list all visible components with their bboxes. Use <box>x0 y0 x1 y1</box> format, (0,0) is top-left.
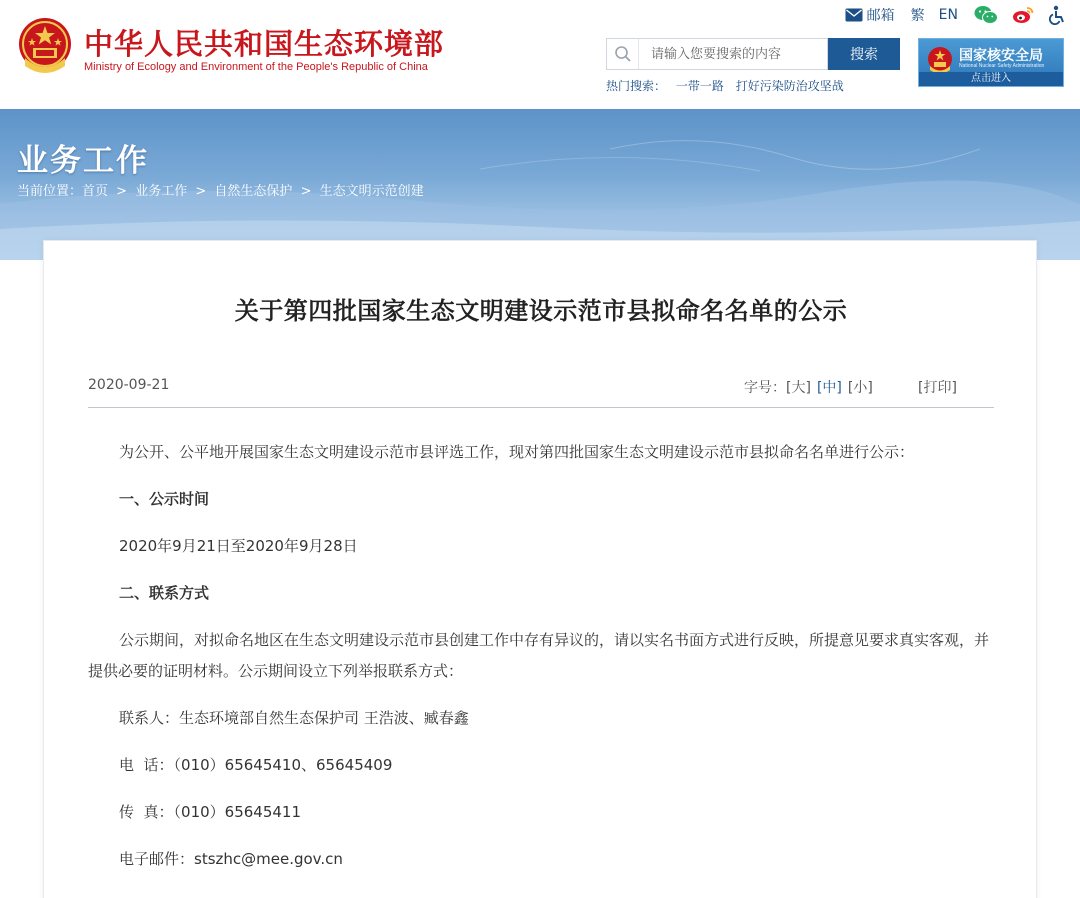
breadcrumb-item-business[interactable]: 业务工作 <box>135 184 188 199</box>
article-card <box>43 240 1037 898</box>
paragraph-intro: 为公开、公平地开展国家生态文明建设示范市县评选工作，现对第四批国家生态文明建设示范市县拟命名名单进行公示： <box>119 443 915 461</box>
site-title-cn[interactable]: 中华人民共和国生态环境部 <box>84 27 445 61</box>
print-button[interactable]: [打印] <box>918 380 957 396</box>
english-link[interactable]: EN <box>938 7 958 23</box>
contact-person: 联系人：生态环境部自然生态保护司 王浩波、臧春鑫 <box>119 709 469 727</box>
breadcrumb-separator: > <box>300 184 312 199</box>
font-size-controls <box>744 377 873 397</box>
mail-link[interactable] <box>845 5 895 25</box>
font-size-medium-button[interactable]: [中] <box>816 380 842 396</box>
breadcrumb-separator: > <box>195 184 207 199</box>
heading-publicity-period: 一、公示时间 <box>119 490 210 508</box>
search-icon[interactable] <box>607 39 639 69</box>
font-size-label: 字号： <box>744 380 786 396</box>
wechat-link[interactable] <box>974 5 998 25</box>
paragraph-period: 2020年9月21日至2020年9月28日 <box>119 537 358 555</box>
nnsa-enter-label: 点击进入 <box>919 72 1063 86</box>
hot-search-item[interactable]: 一带一路 <box>675 79 724 93</box>
article-title: 关于第四批国家生态文明建设示范市县拟命名名单的公示 <box>234 297 848 325</box>
hot-searches <box>606 77 852 94</box>
accessibility-link[interactable] <box>1048 5 1066 25</box>
section-banner <box>0 109 1080 260</box>
search-button[interactable]: 搜索 <box>828 38 900 70</box>
nnsa-name: 国家核安全局 <box>959 48 1043 64</box>
nnsa-emblem-icon <box>927 46 953 74</box>
nnsa-banner-link[interactable] <box>918 38 1064 87</box>
hot-search-item[interactable]: 打好污染防治攻坚战 <box>735 79 844 93</box>
section-title: 业务工作 <box>17 143 149 179</box>
paragraph-contact: 公示期间，对拟命名地区在生态文明建设示范市县创建工作中存有异议的，请以实名书面方式进行反映，所提意见要求真实客观，并提供必要的证明材料。公示期间设立下列举报联系方式： <box>88 631 990 680</box>
hot-search-label: 热门搜索： <box>606 79 667 93</box>
national-emblem-icon[interactable] <box>17 16 73 78</box>
wechat-icon <box>974 5 998 25</box>
breadcrumb-item-demo[interactable]: 生态文明示范创建 <box>319 184 424 199</box>
article-date: 2020-09-21 <box>88 377 170 393</box>
mail-icon <box>845 8 863 22</box>
accessibility-icon <box>1048 5 1066 25</box>
breadcrumb-item-home[interactable]: 首页 <box>82 184 109 199</box>
contact-email: 电子邮件：stszhc@mee.gov.cn <box>119 850 343 868</box>
traditional-chinese-link[interactable]: 繁 <box>910 8 925 24</box>
breadcrumb-separator: > <box>116 184 128 199</box>
search-box <box>606 38 828 70</box>
weibo-icon <box>1012 6 1034 24</box>
weibo-link[interactable] <box>1012 6 1034 24</box>
site-title-en[interactable]: Ministry of Ecology and Environment of the People's Republic of China <box>84 61 428 73</box>
contact-fax: 传 真：（010）65645411 <box>119 803 302 821</box>
article-meta <box>88 377 994 399</box>
font-size-large-button[interactable]: [大] <box>786 380 811 396</box>
breadcrumb <box>17 180 428 199</box>
heading-contact: 二、联系方式 <box>119 584 210 602</box>
contact-phone: 电 话：（010）65645410、65645409 <box>119 756 393 774</box>
top-links <box>831 4 1066 26</box>
mail-label: 邮箱 <box>866 8 895 24</box>
breadcrumb-item-nature[interactable]: 自然生态保护 <box>214 184 293 199</box>
meta-divider <box>88 407 994 408</box>
font-size-small-button[interactable]: [小] <box>847 380 873 396</box>
breadcrumb-prefix: 当前位置： <box>17 184 83 199</box>
search-input[interactable] <box>639 39 825 69</box>
nnsa-name-en: National Nuclear Safety Administration <box>959 63 1045 69</box>
site-header <box>0 0 1080 109</box>
